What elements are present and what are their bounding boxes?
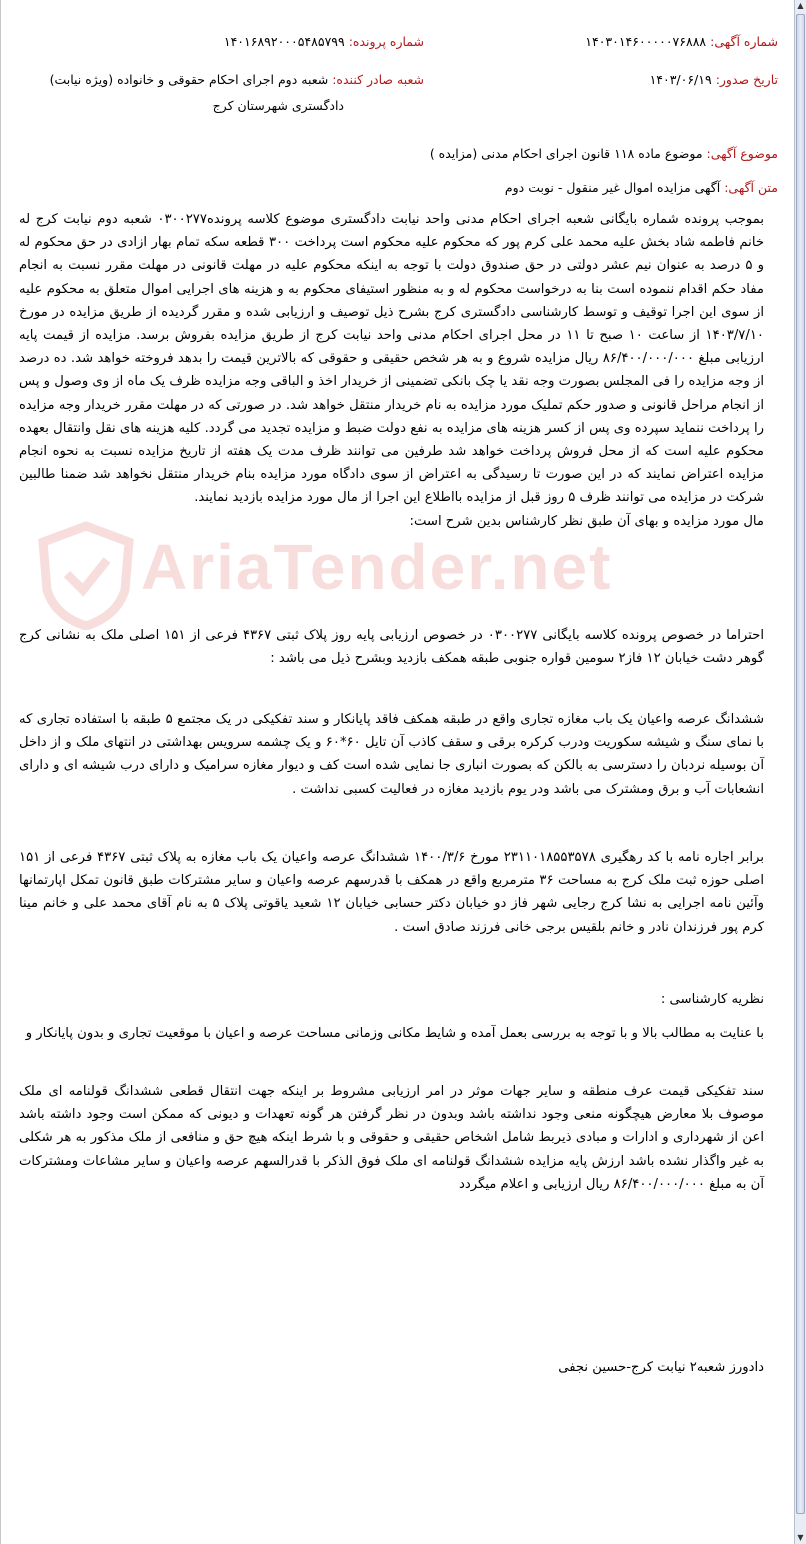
ad-body-opinion-text bbox=[19, 1022, 764, 1045]
vertical-scrollbar[interactable] bbox=[794, 0, 806, 1544]
ad-text-heading bbox=[505, 180, 778, 195]
ad-body-lease bbox=[19, 846, 764, 939]
paragraph-expert-opinion-heading: نظریه کارشناسی : bbox=[660, 992, 764, 1007]
paragraph-property-intro: مال مورد مزایده و بهای آن طبق نظر کارشناس بدین شرح است: bbox=[409, 513, 764, 529]
scroll-up-icon[interactable]: ▲ bbox=[797, 1, 804, 10]
signature-line: دادورز شعبه۲ نیابت کرج-حسین نجفی bbox=[558, 1360, 764, 1375]
issue-date-value: ۱۴۰۳/۰۶/۱۹ bbox=[649, 72, 712, 87]
ad-signature bbox=[19, 1356, 764, 1379]
subject-value: موضوع ماده ۱۱۸ قانون اجرای احکام مدنی (مزایده ) bbox=[429, 146, 703, 161]
case-number-value: ۱۴۰۱۶۸۹۲۰۰۰۵۴۸۵۷۹۹ bbox=[223, 34, 345, 49]
scroll-down-icon[interactable]: ▼ bbox=[797, 1533, 804, 1542]
ad-body bbox=[19, 208, 764, 533]
subject-label: موضوع آگهی: bbox=[706, 146, 778, 161]
issuer bbox=[50, 72, 424, 87]
ad-body-opinion bbox=[19, 988, 764, 1011]
watermark-shield-icon bbox=[31, 520, 141, 630]
case-number-label: شماره پرونده: bbox=[348, 34, 424, 49]
ad-body-valuation bbox=[19, 1080, 764, 1196]
case-number bbox=[224, 34, 424, 49]
paragraph-assessment-intro: احتراما در خصوص پرونده کلاسه بایگانی ۰۳۰۰۲۷۷ در خصوص ارزیابی پایه روز پلاک ثبتی ۴۳۶۷ فرعی از ۱۵۱ اصلی ملک به نشانی کرج گوهر دشت خیابان ۱۲ فاز۲ سومین قواره جنوبی طبقه همکف بازدید وبشرح ذیل می باشد : bbox=[19, 628, 764, 667]
issuer-line1: شعبه دوم اجرای احکام حقوقی و خانواده (ویژه نیابت) bbox=[49, 72, 329, 87]
subject bbox=[430, 146, 778, 161]
paragraph-property-description: ششدانگ عرصه واعیان یک باب مغازه تجاری واقع در طبقه همکف فاقد پایانکار و سند تفکیکی در یک مجتمع ۵ طبقه با استفاده تجاری که با نمای سنگ و شیشه سکوریت ودرب کرکره برقی و سقف کاذب آن تایل ۶۰*۶۰ و یک چشمه سرویس بهداشتی در انتهای ملک و از داخل آن بوسیله نردبان را دسترسی به بالکن که بصورت انباری جا نمایی شده است کف و دیوار مغازه سرامیک و دارای درب شیشه ای و دارای انشعابات آب و برق ومشترک می باشد ودر یوم بازدید مغازه در فعالیت کسبی نداشت . bbox=[19, 712, 765, 797]
text-title: آگهی مزایده اموال غیر منقول - نوبت دوم bbox=[504, 180, 721, 195]
ad-body-description bbox=[19, 708, 764, 801]
issuer-label: شعبه صادر کننده: bbox=[332, 72, 424, 87]
scroll-thumb[interactable] bbox=[796, 14, 805, 1514]
issue-date bbox=[650, 72, 778, 87]
watermark-brand: AriaTender.net bbox=[141, 531, 613, 603]
paragraph-auction-terms: بموجب پرونده شماره بایگانی شعبه اجرای احکام مدنی واحد نیابت دادگستری موضوع کلاسه پرونده۰۳۰۰۲۷۷ شعبه دوم نیابت کرج له خانم فاطمه شاد بخش علیه محمد علی کرم پور که محکوم علیه محکوم است پرداخت ۳۰۰ قطعه سکه تمام بهار ازادی در حق محکوم له و ۵ درصد به عنوان نیم عشر دولتی در حق صندوق دولت با توجه به اینکه محکوم علیه در مهلت قانونی در مهلت مقرر نسبت به انجام مفاد حکم اقدام ننموده است بنا به درخواست محکوم له و به منظور استیفای محکوم به و هزینه های اجرایی اموال متعلق به محکوم علیه از سوی این اجرا توقیف و توسط کارشناسی دادگستری کرج بشرح ذیل توصیف و ارزیابی شده و مقرر گردیده از طریق مزایده در مورخ ۱۴۰۳/۷/۱۰ از ساعت ۱۰ صبح تا ۱۱ در محل اجرای احکام مدنی واحد نیابت کرج از طریق مزایده بفروش برسد. مزایده از قیمت پایه ارزیابی مبلغ ۸۶/۴۰۰/۰۰۰/۰۰۰ ریال مزایده شروع و به هر شخص حقیقی و حقوقی که بالاترین قیمت را بدهد فروخته خواهد شد. ده درصد از وجه مزایده را فی المجلس بصورت وجه نقد یا چک بانکی تضمینی از خریدار اخذ و الباقی وجه مزایده ظرف یک ماه از وی وصول و پس از انجام مراحل قانونی و صدور حکم تملیک مورد مزایده به نام خریدار منتقل خواهد شد. در صورتی که در مهلت مقرر خریدار وجه مزایده را پرداخت ننماید سپرده وی پس از کسر هزینه های مزایده به نفع دولت ضبط و مزایده تجدید می گردد. کلیه هزینه های نقل وانتقال بعهده محکوم علیه است که از محل فروش پرداخت خواهد شد طرفین می توانند ظرف مدت یک هفته از تاریخ مزایده نسبت به نحوه انجام مزایده اعتراض نمایند که در این صورت تا رسیدگی به اعتراض از سوی دادگاه مورد مزایده بنام خریدار منتقل نخواهد شد ضمنا طالبین شرکت در مزایده می توانند ظرف ۵ روز قبل از مزایده بااطلاع این اجرا از مال مورد مزایده بازدید نمایند. bbox=[19, 212, 765, 506]
ad-number-label: شماره آگهی: bbox=[710, 34, 778, 49]
paragraph-valuation: سند تفکیکی قیمت عرف منطقه و سایر جهات موثر در امر ارزیابی مشروط بر اینکه جهت انتقال قطعی ششدانگ قولنامه ای ملک موصوف بلا معارض هیچگونه منعی وجود نداشته باشد وبدون در نظر گرفتن هر گونه تعهدات و دیونی که ممکن است وجود داشته باشد اعن از شهرداری و ادارات و مبادی ذیربط شامل اشخاص حقیقی و حقوقی و با شرط اینکه هیچ حق و منافعی از ملک مذکور به هر شکلی به غیر واگذار نشده باشد ارزش پایه مزایده ششدانگ قولنامه ای ملک فوق الذکر با قدرالسهم عرصه واعیان و سایر مشاعات ومشترکات آن به مبلغ ۸۶/۴۰۰/۰۰۰/۰۰۰ ریال ارزیابی و اعلام میگردد bbox=[19, 1084, 764, 1192]
paragraph-expert-opinion: با عنایت به مطالب بالا و با توجه به بررسی بعمل آمده و شایط مکانی وزمانی مساحت عرصه و اعیان با موقعیت تجاری و بدون پایانکار و bbox=[25, 1026, 764, 1041]
ad-body-assessment bbox=[19, 624, 764, 670]
ad-number-value: ۱۴۰۳۰۱۴۶۰۰۰۰۰۷۶۸۸۸ bbox=[585, 34, 707, 49]
text-label: متن آگهی: bbox=[724, 180, 778, 195]
ad-number bbox=[585, 34, 778, 49]
watermark-logo bbox=[31, 520, 631, 640]
paragraph-lease-details: برابر اجاره نامه با کد رهگیری ۲۳۱۱۰۱۸۵۵۳۵۷۸ مورخ ۱۴۰۰/۳/۶ ششدانگ عرصه واعیان یک باب مغازه به پلاک ثبتی ۴۳۶۷ فرعی از ۱۵۱ اصلی حوزه ثبت ملک کرج به مساحت ۳۶ مترمربع واقع در همکف با قدرسهم عرصه واعیان و سایر مشترکات طبق قانون تمکل اپارتمانها وآئین نامه اجرایی به نشا کرج رجایی شهر فاز دو خیابان دکتر حسابی خیابان ۱۲ شعید یاقوتی پلاک ۵ به نام آقای محمد علی و خانم مینا کرم پور فرزندان نادر و خانم بلقیس برجی خانی فرزند صادق است . bbox=[19, 850, 765, 935]
issue-date-label: تاریخ صدور: bbox=[715, 72, 778, 87]
issuer-line2: دادگستری شهرستان کرج bbox=[212, 98, 344, 113]
issuer-line2-wrap bbox=[213, 98, 344, 113]
